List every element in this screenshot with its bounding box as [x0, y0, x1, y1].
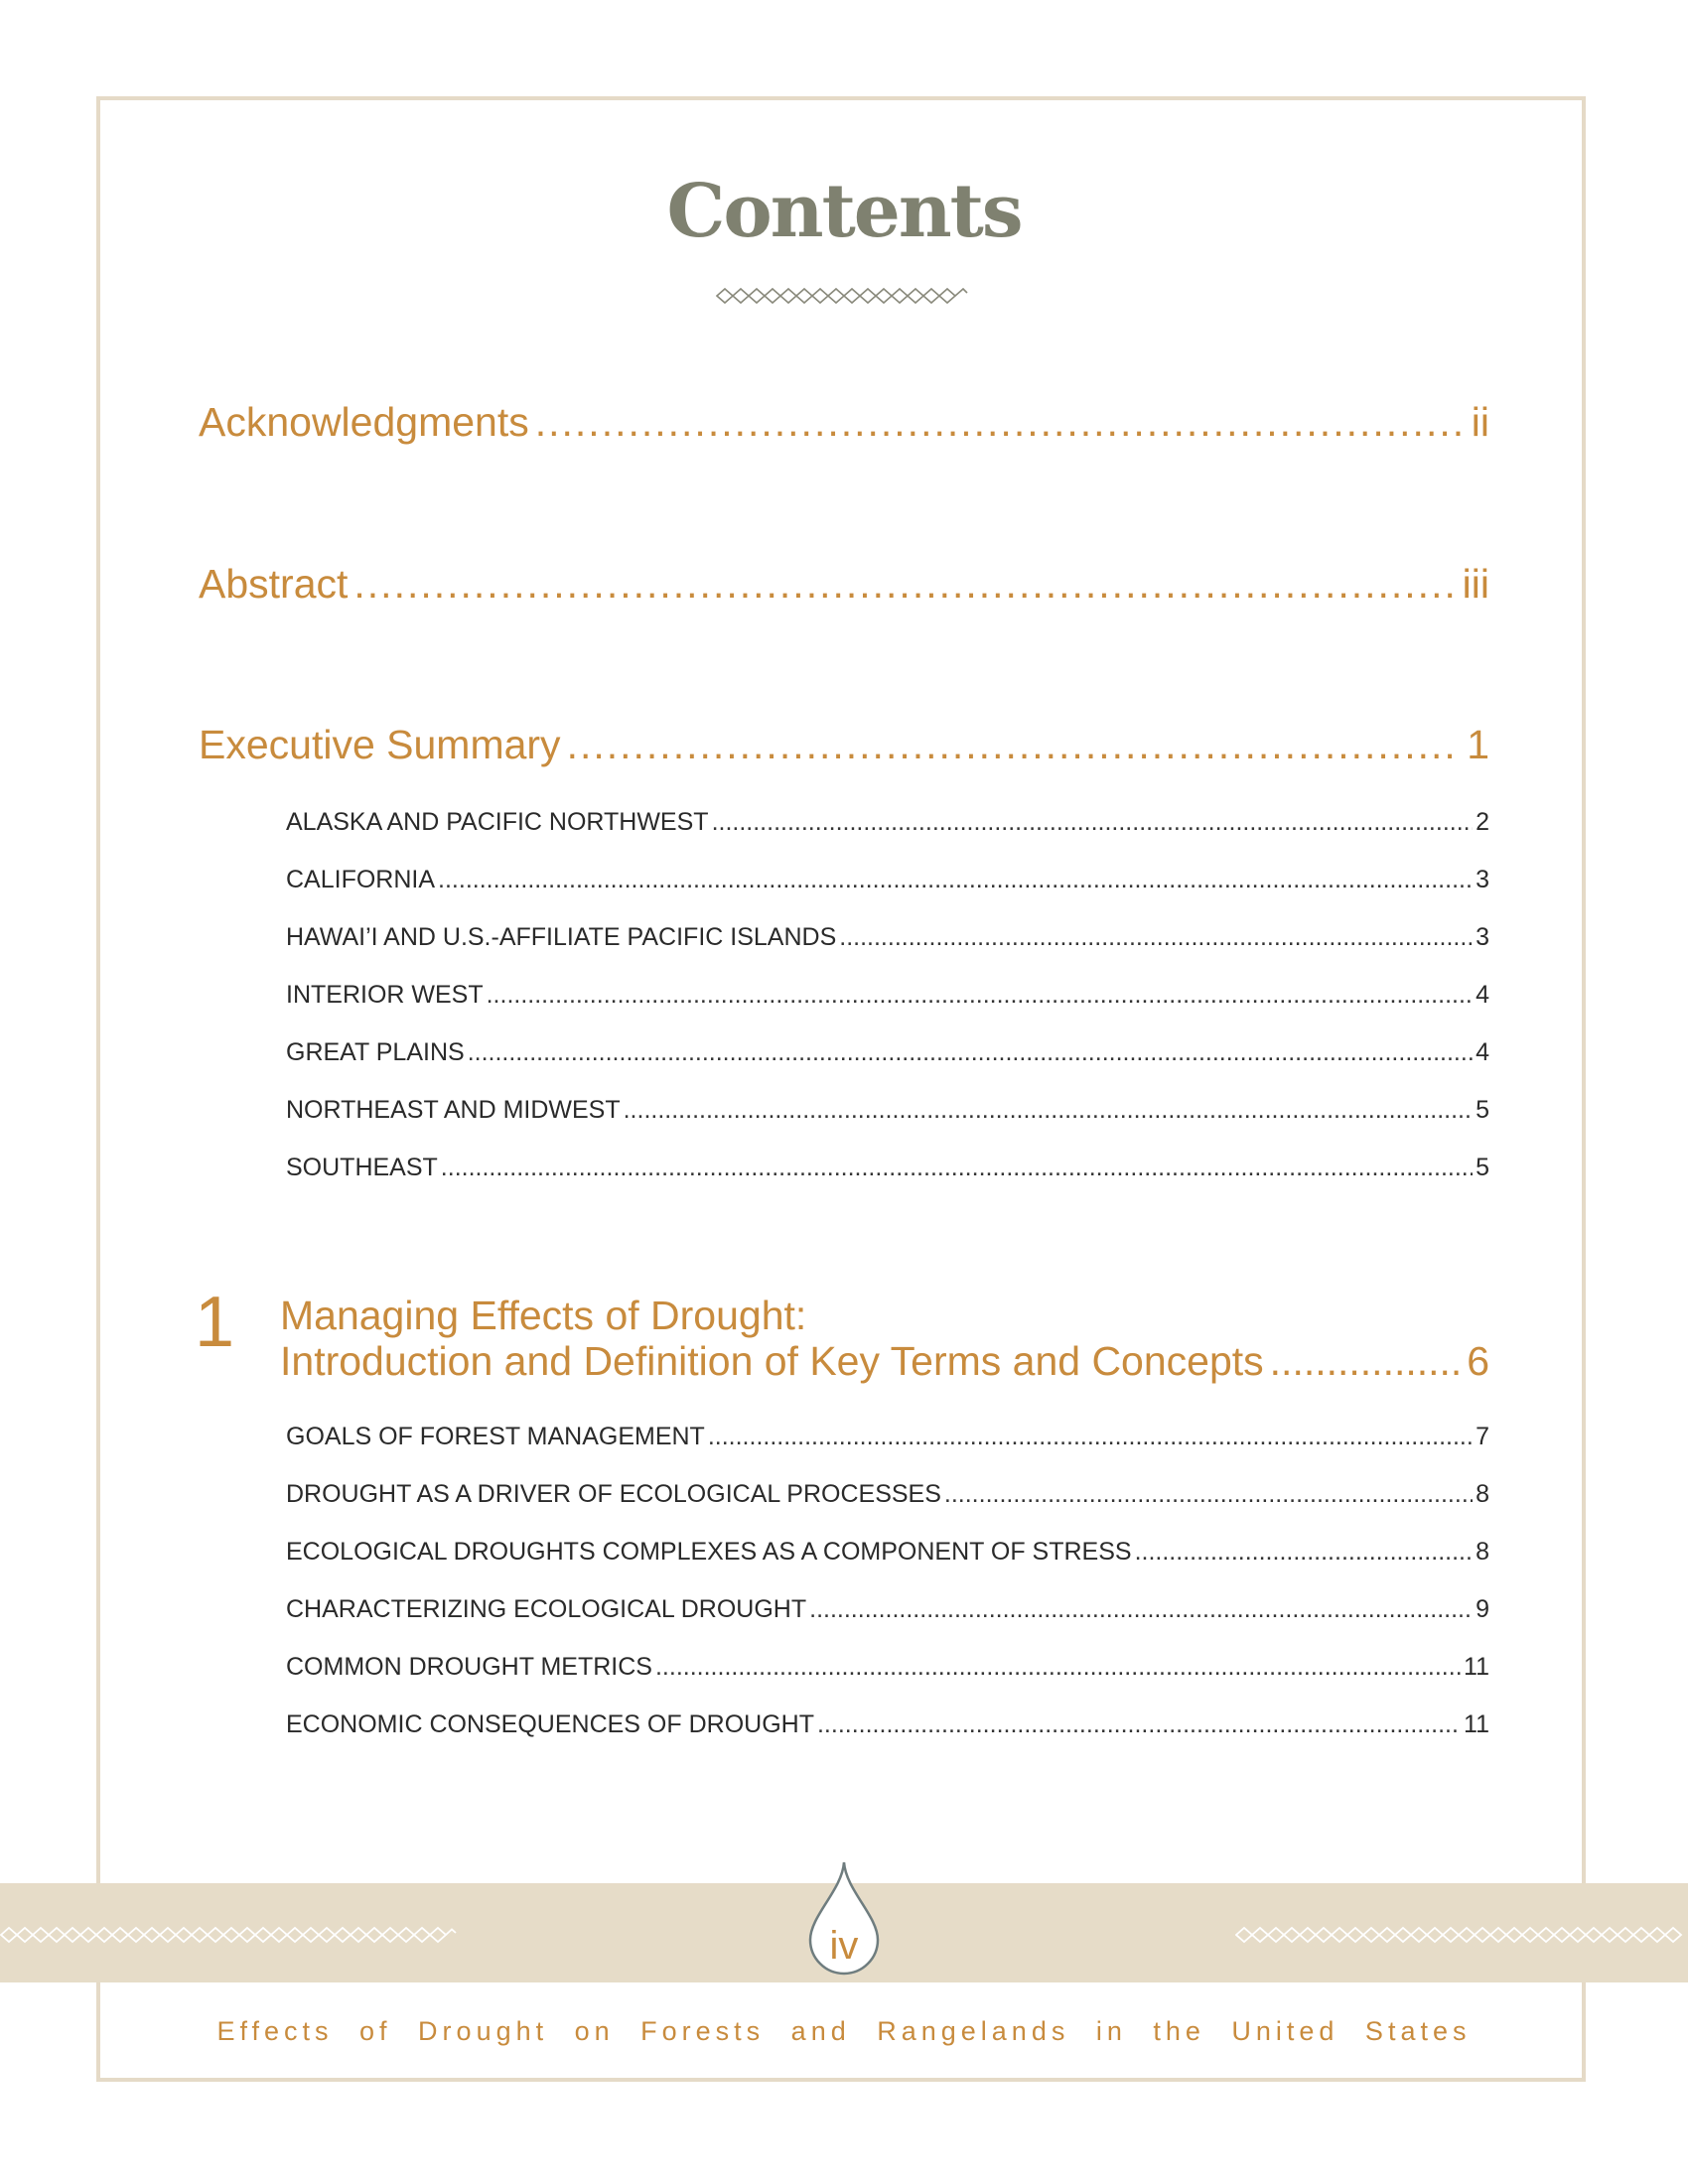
dot-leader — [624, 1096, 1473, 1125]
toc-entry-page: 6 — [1467, 1338, 1489, 1384]
chapter-title-line1[interactable]: Managing Effects of Drought: — [280, 1293, 807, 1338]
chapter-number: 1 — [195, 1283, 235, 1362]
toc-subentry-label: ECOLOGICAL DROUGHTS COMPLEXES AS A COMPONENT OF STRESS — [286, 1538, 1132, 1566]
toc-subentry-page: 5 — [1476, 1096, 1489, 1124]
toc-subentry-label: GOALS OF FOREST MANAGEMENT — [286, 1423, 705, 1450]
toc-subentry[interactable] — [286, 1423, 1489, 1458]
dot-leader — [468, 1038, 1473, 1067]
toc-subentry[interactable] — [286, 1154, 1489, 1189]
toc-subentry-label: SOUTHEAST — [286, 1154, 438, 1181]
toc-subentry-page: 5 — [1476, 1154, 1489, 1181]
dot-leader — [1135, 1538, 1474, 1567]
toc-subentry-page: 8 — [1476, 1538, 1489, 1566]
toc-subentry[interactable] — [286, 1595, 1489, 1631]
toc-entry-label: Executive Summary — [199, 722, 561, 767]
dot-leader — [535, 399, 1466, 446]
toc-subentry-page: 3 — [1476, 866, 1489, 893]
dot-leader — [839, 923, 1473, 952]
toc-entry-executive-summary[interactable] — [199, 722, 1489, 781]
toc-subentry-label: INTERIOR WEST — [286, 981, 484, 1009]
toc-subentry-label: ALASKA AND PACIFIC NORTHWEST — [286, 808, 709, 836]
toc-subentry[interactable] — [286, 1096, 1489, 1132]
toc-subentry[interactable] — [286, 1538, 1489, 1573]
toc-subentry-page: 4 — [1476, 981, 1489, 1009]
toc-entry-page: iii — [1462, 561, 1489, 607]
toc-subentry[interactable] — [286, 1710, 1489, 1746]
toc-subentry-page: 11 — [1464, 1653, 1489, 1681]
toc-subentry-label: NORTHEAST AND MIDWEST — [286, 1096, 621, 1124]
toc-entry-acknowledgments[interactable] — [199, 399, 1489, 459]
toc-subentry[interactable] — [286, 923, 1489, 959]
page-title: Contents — [666, 169, 1022, 254]
toc-subentry[interactable] — [286, 1480, 1489, 1516]
toc-entry-label: Acknowledgments — [199, 399, 529, 445]
toc-subentry[interactable] — [286, 981, 1489, 1017]
toc-entry-page: ii — [1471, 399, 1489, 445]
toc-subentry-label: HAWAI’I AND U.S.-AFFILIATE PACIFIC ISLANDS — [286, 923, 837, 951]
dot-leader — [817, 1710, 1461, 1739]
dot-leader — [809, 1595, 1473, 1624]
toc-entry-chapter-1[interactable] — [280, 1338, 1489, 1385]
running-footer: Effects of Drought on Forests and Rangelands in the United States — [216, 2016, 1472, 2046]
dot-leader — [708, 1423, 1473, 1451]
band-diamond-ornament-right — [1235, 1925, 1688, 1945]
toc-subentry-label: ECONOMIC CONSEQUENCES OF DROUGHT — [286, 1710, 814, 1738]
dot-leader — [1270, 1338, 1462, 1385]
toc-entry-label: Abstract — [199, 561, 349, 607]
toc-subentry[interactable] — [286, 866, 1489, 901]
toc-subentry[interactable] — [286, 808, 1489, 844]
dot-leader — [353, 561, 1456, 608]
dot-leader — [441, 1154, 1473, 1182]
toc-subentry-label: CALIFORNIA — [286, 866, 436, 893]
toc-subentry[interactable] — [286, 1038, 1489, 1074]
page-number: iv — [829, 1924, 859, 1968]
toc-subentry-label: GREAT PLAINS — [286, 1038, 465, 1066]
toc-subentry-label: DROUGHT AS A DRIVER OF ECOLOGICAL PROCESSES — [286, 1480, 941, 1508]
toc-subentry-page: 4 — [1476, 1038, 1489, 1066]
dot-leader — [438, 866, 1473, 894]
dot-leader — [944, 1480, 1473, 1509]
chapter-title-line2: Introduction and Definition of Key Terms and Concepts — [280, 1338, 1264, 1384]
toc-subentry-label: COMMON DROUGHT METRICS — [286, 1653, 652, 1681]
title-diamond-ornament — [716, 286, 968, 306]
toc-subentry-page: 2 — [1476, 808, 1489, 836]
toc-subentry-page: 11 — [1464, 1710, 1489, 1738]
band-diamond-ornament-left — [0, 1925, 457, 1945]
dot-leader — [655, 1653, 1461, 1682]
dot-leader — [712, 808, 1474, 837]
toc-entry-abstract[interactable] — [199, 561, 1489, 620]
dot-leader — [487, 981, 1473, 1010]
toc-subentry-page: 3 — [1476, 923, 1489, 951]
toc-subentry-label: CHARACTERIZING ECOLOGICAL DROUGHT — [286, 1595, 807, 1623]
toc-entry-page: 1 — [1467, 722, 1489, 767]
toc-subentry-page: 9 — [1476, 1595, 1489, 1623]
toc-subentry[interactable] — [286, 1653, 1489, 1689]
dot-leader — [567, 722, 1462, 768]
toc-subentry-page: 8 — [1476, 1480, 1489, 1508]
toc-subentry-page: 7 — [1476, 1423, 1489, 1450]
page-border — [96, 96, 1586, 2082]
